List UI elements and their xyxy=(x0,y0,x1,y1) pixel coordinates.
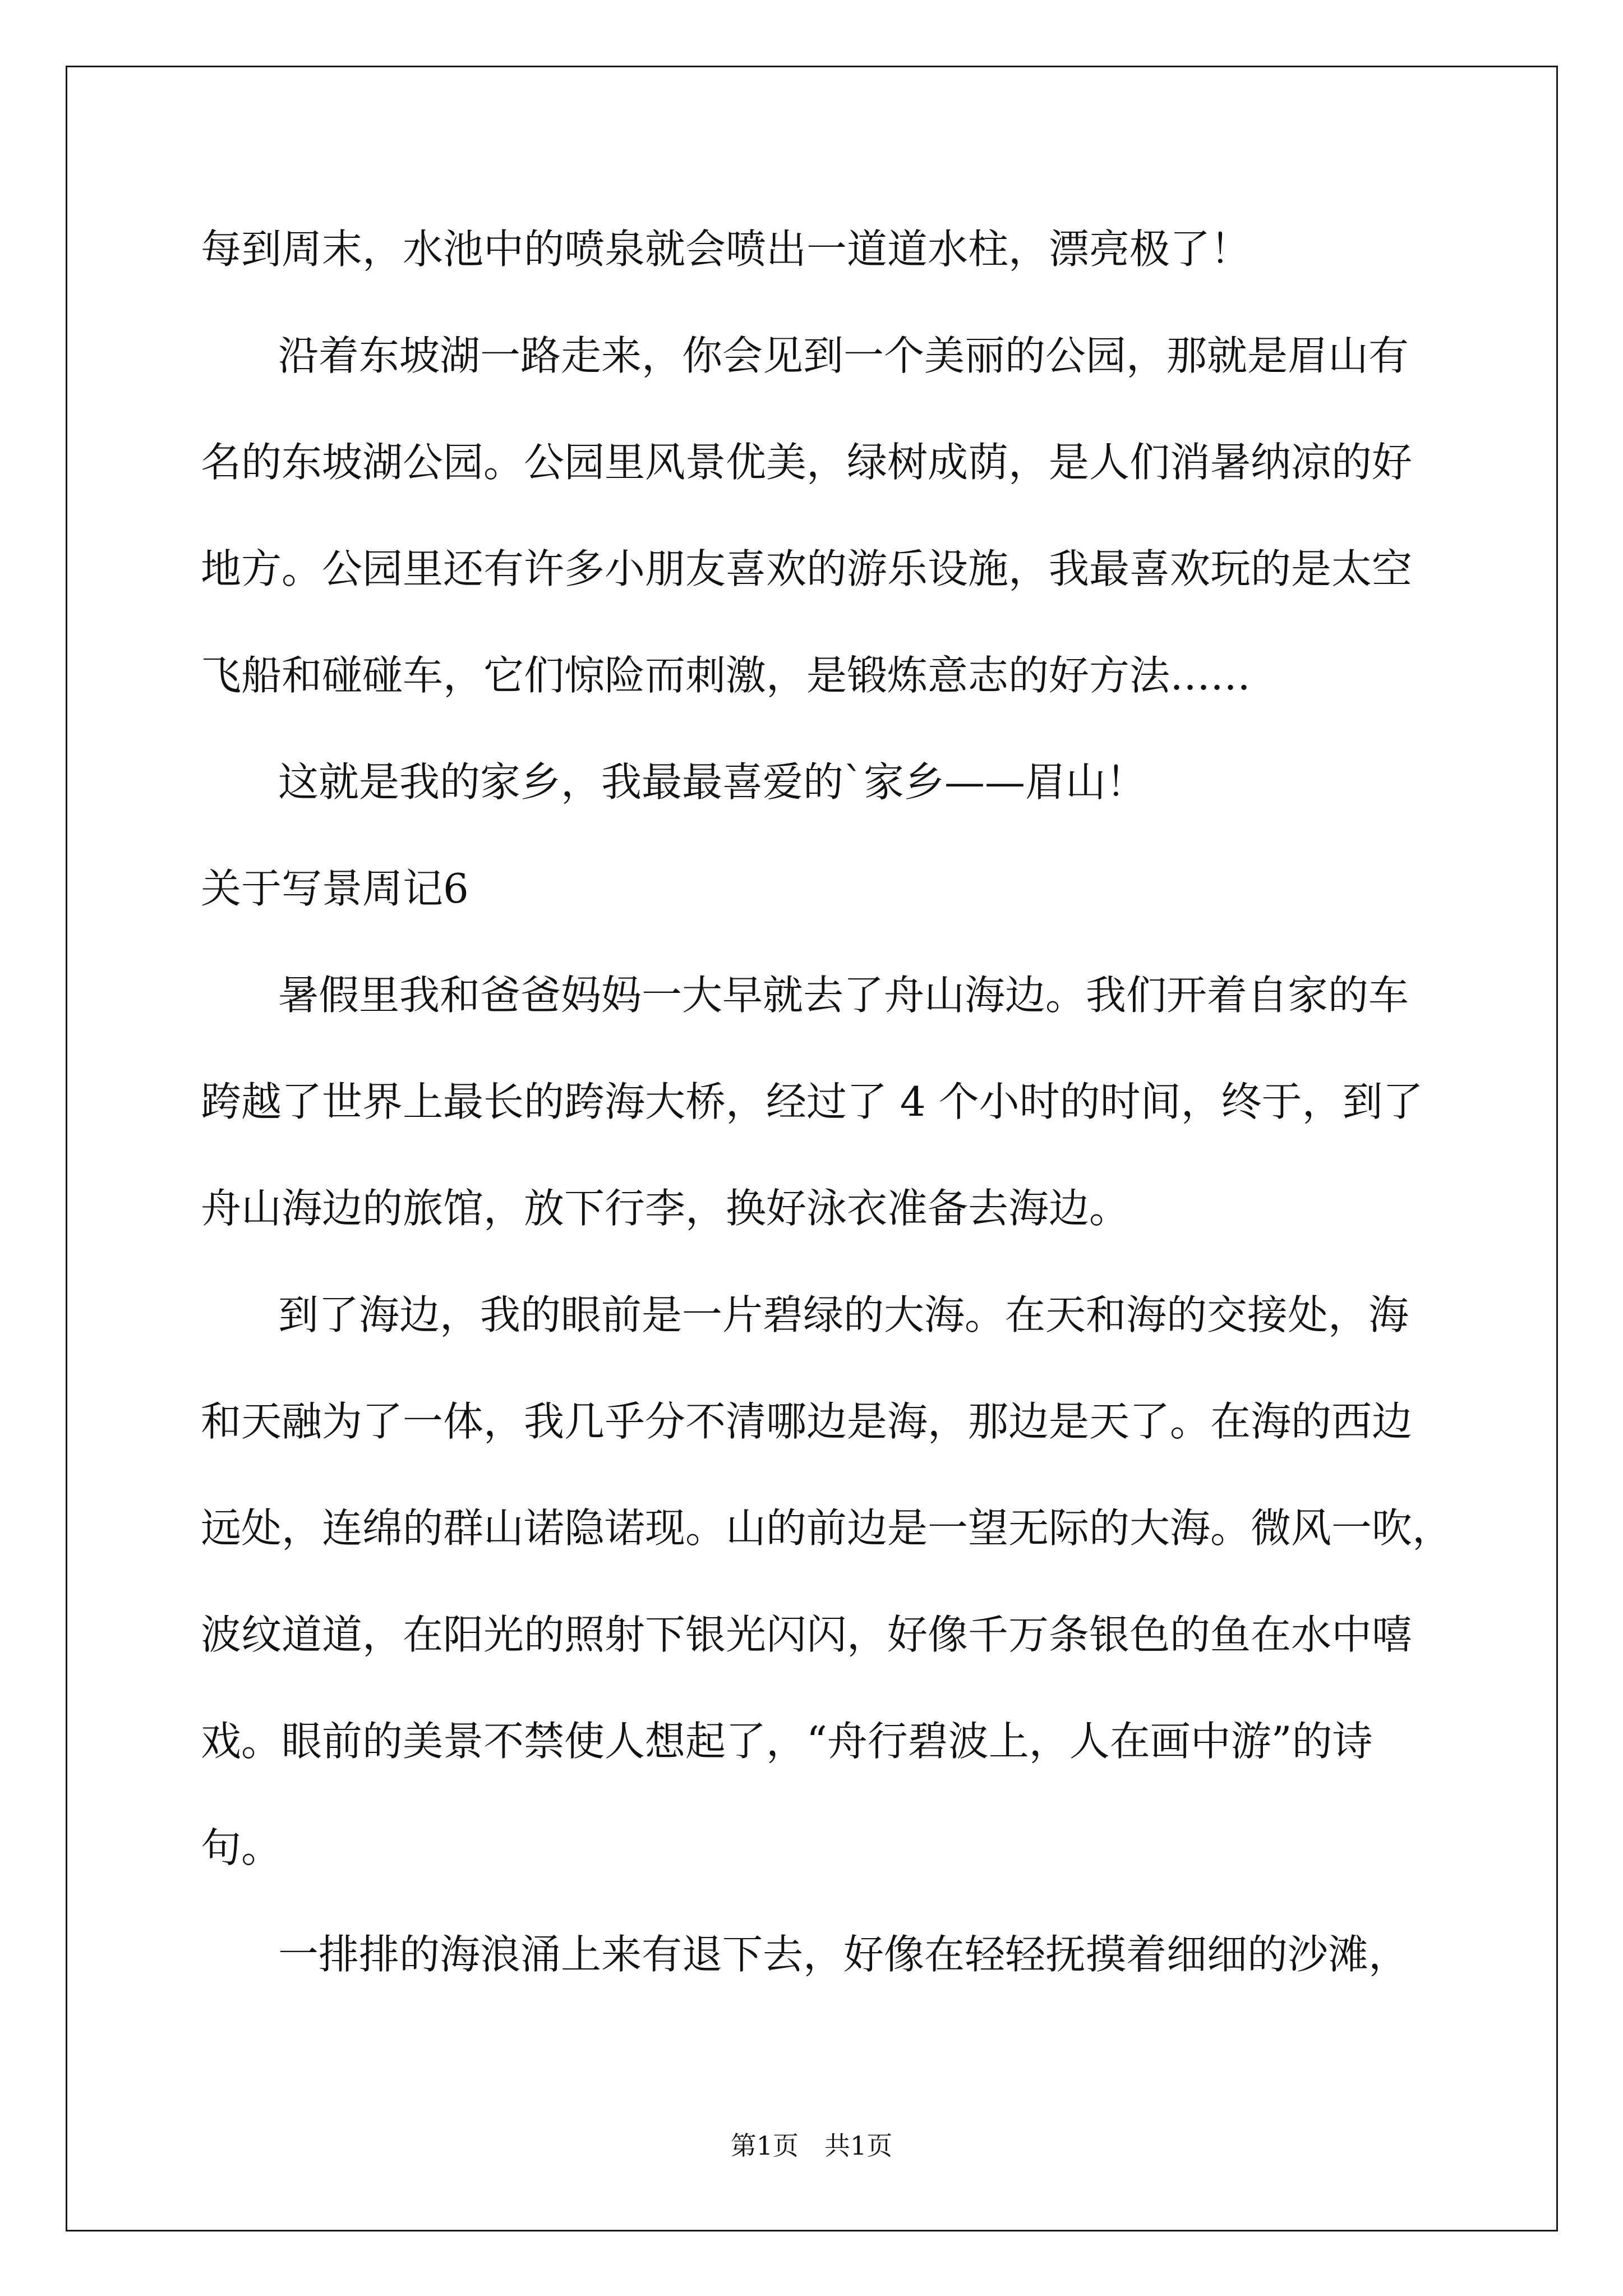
text-line: 地方。公园里还有许多小朋友喜欢的游乐设施，我最喜欢玩的是太空 xyxy=(201,545,1413,592)
paragraph-first-line: 沿着东坡湖一路走来，你会见到一个美丽的公园，那就是眉山有 xyxy=(278,332,1409,379)
text-line: 远处，连绵的群山诺隐诺现。山的前边是一望无际的大海。微风一吹， xyxy=(201,1504,1453,1552)
paragraph-first-line: 一排排的海浪涌上来有退下去，好像在轻轻抚摸着细细的沙滩， xyxy=(278,1931,1409,1978)
paragraph-first-line: 这就是我的家乡，我最最喜爱的`家乡——眉山！ xyxy=(278,758,1147,806)
paragraph-first-line: 到了海边，我的眼前是一片碧绿的大海。在天和海的交接处，海 xyxy=(278,1291,1409,1338)
text-line: 戏。眼前的美景不禁使人想起了，“舟行碧波上，人在画中游”的诗 xyxy=(201,1718,1373,1765)
text-line: 句。 xyxy=(201,1824,282,1871)
page-footer: 第1页 共1页 xyxy=(730,2131,893,2161)
text-line: 和天融为了一体，我几乎分不清哪边是海，那边是天了。在海的西边 xyxy=(201,1398,1413,1445)
text-line: 名的东坡湖公园。公园里风景优美，绿树成荫，是人们消暑纳凉的好 xyxy=(201,439,1413,486)
text-line: 波纹道道，在阳光的照射下银光闪闪，好像千万条银色的鱼在水中嘻 xyxy=(201,1611,1413,1658)
text-line: 飞船和碰碰车，它们惊险而刺激，是锻炼意志的好方法…… xyxy=(201,652,1251,699)
text-line: 每到周末，水池中的喷泉就会喷出一道道水柱，漂亮极了！ xyxy=(201,226,1251,273)
section-heading: 关于写景周记6 xyxy=(201,865,469,912)
paragraph-first-line: 暑假里我和爸爸妈妈一大早就去了舟山海边。我们开着自家的车 xyxy=(278,972,1409,1019)
text-line: 舟山海边的旅馆，放下行李，换好泳衣准备去海边。 xyxy=(201,1185,1130,1232)
text-line: 跨越了世界上最长的跨海大桥，经过了 4 个小时的时间，终于，到了 xyxy=(201,1078,1423,1125)
document-body xyxy=(201,196,1536,2008)
